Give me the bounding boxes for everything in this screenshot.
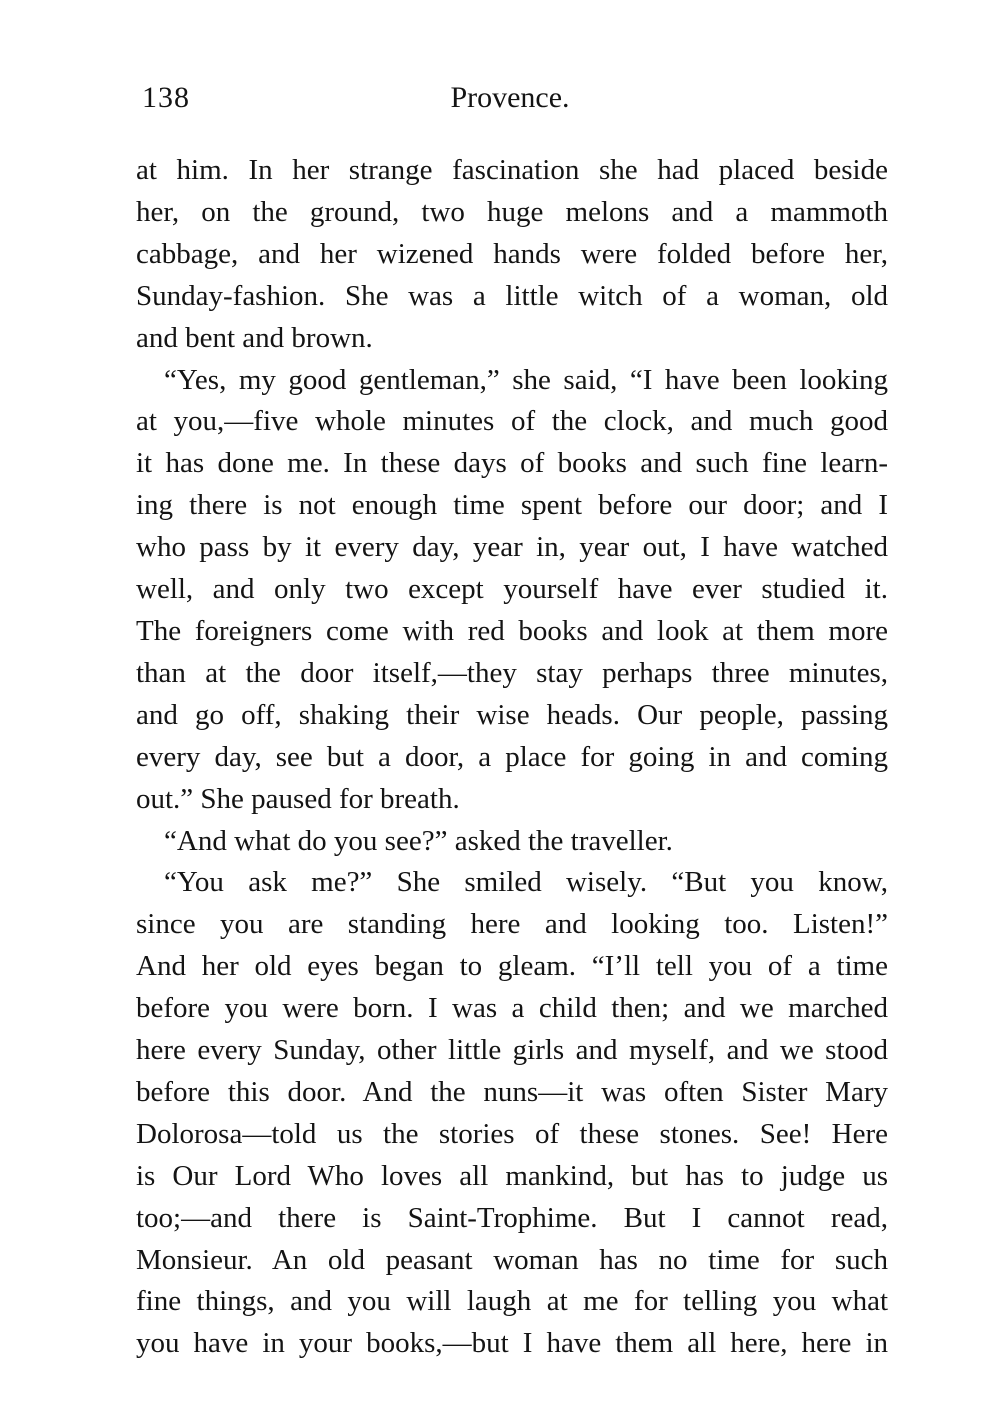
text-line: “Yes, my good gentleman,” she said, “I have been looking [164,363,888,396]
text-line: “And what do you see?” asked the traveller. [164,824,673,857]
text-line: The foreigners come with red books and look at them more [136,614,888,647]
text-line: too;—and there is Saint-Trophime. But I cannot read, [136,1201,888,1234]
text-line: at you,—five whole minutes of the clock, and much good [136,405,888,438]
text-line: her, on the ground, two huge melons and a mammoth [136,195,888,228]
text-line: than at the door itself,—they stay perhaps three minutes, [136,656,888,689]
text-line: Monsieur. An old peasant woman has no time for such [136,1243,888,1276]
text-line: before this door. And the nuns—it was often Sister Mary [136,1075,888,1108]
text-line: out.” She paused for breath. [136,782,460,815]
text-line: cabbage, and her wizened hands were folded before her, [136,237,888,270]
text-line: well, and only two except yourself have ever studied it. [136,573,888,606]
text-line: you have in your books,—but I have them all here, here in [136,1327,888,1360]
text-line: ing there is not enough time spent before our door; and I [136,489,888,522]
text-line: who pass by it every day, year in, year out, I have watched [136,531,888,564]
text-line: and bent and brown. [136,321,373,354]
running-head [140,78,888,118]
text-line: is Our Lord Who loves all mankind, but has to judge us [136,1159,888,1192]
text-line: it has done me. In these days of books and such fine learn- [136,447,888,480]
running-title: Provence. [450,81,570,114]
text-line: before you were born. I was a child then; and we marched [136,992,888,1025]
text-line: since you are standing here and looking too. Listen!” [136,908,888,941]
body-text [136,150,888,1365]
text-line: fine things, and you will laugh at me for telling you what [136,1285,888,1318]
text-line: And her old eyes began to gleam. “I’ll tell you of a time [136,950,888,983]
text-line: every day, see but a door, a place for going in and coming [136,740,888,773]
text-line: Sunday-fashion. She was a little witch of a woman, old [136,279,888,312]
text-line: here every Sunday, other little girls and myself, and we stood [136,1034,888,1067]
page-number: 138 [142,81,190,114]
text-line: “You ask me?” She smiled wisely. “But you know, [164,866,888,899]
text-line: Dolorosa—told us the stories of these stones. See! Here [136,1117,888,1150]
text-line: at him. In her strange fascination she had placed beside [136,154,888,186]
text-line: and go off, shaking their wise heads. Our people, passing [136,698,888,731]
